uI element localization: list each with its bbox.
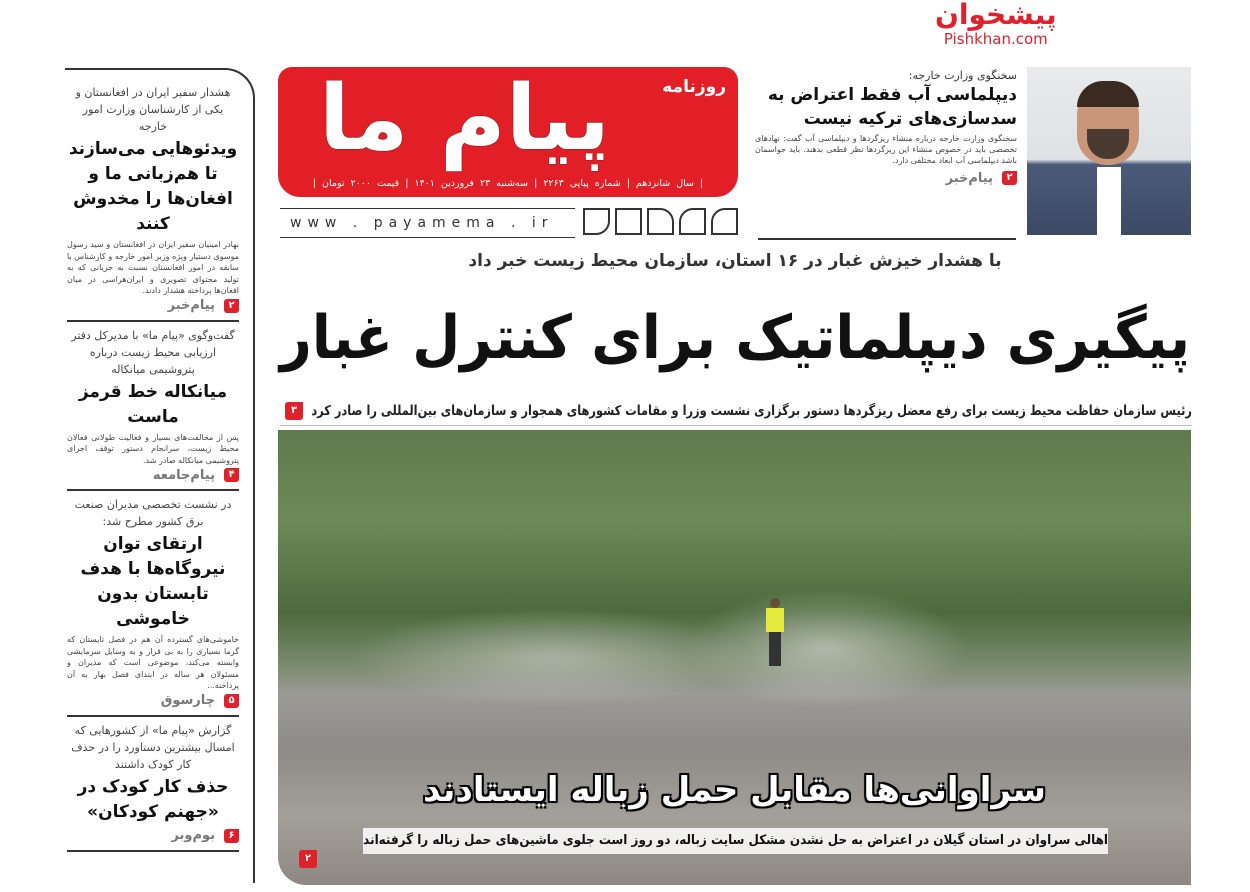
- section-name: پیام‌خبر: [945, 170, 993, 186]
- page-badge: ۵: [224, 694, 239, 708]
- watermark-fa: پیشخوان: [935, 0, 1057, 31]
- top-story[interactable]: [755, 68, 1017, 187]
- page-badge: ۶: [224, 829, 239, 843]
- photo-caption: اهالی سراوان در استان گیلان در اعتراض به حل نشدن مشکل سایت زباله، دو روز است جلوی ماشین‌های حمل زباله را گرفته‌اند: [363, 833, 1109, 848]
- story-kicker: هشدار سفیر ایران در افغانستان و یکی از کارشناسان وزارت امور خارجه: [75, 86, 231, 133]
- logo: پیام ما: [318, 67, 611, 171]
- story-headline: میانکاله خط قرمز ماست: [78, 381, 228, 427]
- section-name: پیام‌خبر: [167, 298, 215, 313]
- section-name: چارسوق: [160, 693, 215, 708]
- section-name: پیام‌جامعه: [152, 467, 215, 483]
- watermark-en: Pishkhan.com: [943, 29, 1048, 48]
- section-label: [67, 297, 239, 315]
- issue-info: | سال شانزدهم | شماره پیاپی ۲۲۶۳ | سه‌شنبه ۲۳ فروردین ۱۴۰۱ | قیمت ۲۰۰۰ تومان |: [312, 178, 704, 189]
- divider: [67, 489, 239, 491]
- top-story-rule: [758, 238, 1016, 240]
- website-bar: www . payamema . ir: [280, 208, 575, 238]
- divider: [67, 320, 239, 322]
- page-badge: ۲: [1002, 171, 1017, 185]
- photo-caption-box: [363, 828, 1108, 854]
- section-name: بوم‌وبر: [171, 828, 215, 843]
- story-headline: دیپلماسی آب فقط اعتراض به سدسازی‌های ترکیه نیست: [767, 85, 1017, 129]
- story-headline: حذف کار کودک در «جهنم کودکان»: [77, 776, 229, 822]
- sidebar: [65, 68, 255, 883]
- divider: [67, 715, 239, 717]
- story-kicker: سخنگوی وزارت خارجه:: [908, 69, 1017, 82]
- story-headline: ارتقای توان نیروگاه‌ها با هدف تابستان بدون خاموشی: [80, 534, 226, 629]
- sidebar-story-2[interactable]: [67, 327, 239, 485]
- story-kicker: در نشست تخصصی مدیران صنعت برق کشور مطرح شد:: [74, 498, 232, 528]
- section-label: [755, 169, 1017, 187]
- page-badge: ۲: [299, 850, 317, 868]
- page-badge: ۴: [224, 468, 239, 482]
- page-badge: ۳: [285, 402, 303, 420]
- main-subhead: [280, 396, 1192, 426]
- sidebar-story-3[interactable]: [67, 496, 239, 710]
- story-body: سخنگوی وزارت خارجه درباره منشاء ریزگردها و دیپلماسی آب گفت: نهادهای تخصصی باید در خصوص منشاء این ریزگردها نظر قطعی بدهند. باید حواسمان باشد دیپلماسی آب ابعاد مختلفی دارد.: [755, 134, 1017, 165]
- watermark: [935, 0, 1057, 47]
- page-badge: ۲: [224, 299, 239, 313]
- story-body: بهادر امینیان سفیر ایران در افغانستان و سید رسول موسوی دستیار ویژه وزیر امور خارجه و کارشناس با سابقه در امور افغانستان نسبت به جریانی که به تولید محتوای تصویری و ایران‌هراسی در میان افغان‌ها پرداخته هشدار دادند.: [67, 240, 239, 295]
- story-kicker: گزارش «پیام ما» از کشورهایی که امسال بیشترین دستاورد را در حذف کار کودک داشتند: [71, 723, 235, 771]
- story-kicker: گفت‌وگوی «پیام ما» با مدیرکل دفتر ارزیابی محیط زیست درباره پتروشیمی میانکاله: [71, 328, 235, 376]
- worker-figure: [766, 598, 784, 668]
- story-body: خاموشی‌های گسترده آن هم در فصل تابستان که گرما بسیاری را به بی قرار و به وسایل سرمایشی وابسته می‌کند، موضوعی است که مدیران و مسئولان هر ساله در ابتدای فصل بهار به آن پرداخته...: [67, 635, 239, 690]
- landfill-photo[interactable]: [278, 430, 1191, 885]
- sidebar-story-4[interactable]: [67, 722, 239, 845]
- paper-label: روزنامه: [662, 77, 726, 97]
- main-kicker: با هشدار خیزش غبار در ۱۶ استان، سازمان محیط زیست خبر داد: [468, 251, 1002, 271]
- sidebar-story-1[interactable]: [67, 84, 239, 315]
- masthead[interactable]: [278, 67, 738, 197]
- story-body: پس از مخالفت‌های بسیار و فعالیت طولانی فعالان محیط زیست، سرانجام دستور توقف اجرای پتروشیمی میانکاله صادر شد.: [67, 432, 239, 465]
- photo-headline: سراوانی‌ها مقابل حمل زباله ایستادند: [423, 770, 1046, 810]
- section-label: [67, 466, 239, 484]
- spokesman-photo: [1027, 67, 1191, 235]
- logo-boxes: [583, 208, 738, 235]
- subhead-text: رئیس سازمان حفاظت محیط زیست برای رفع معضل ریزگردها دستور برگزاری نشست وزرا و مقامات کشورهای همجوار و سازمان‌های بین‌المللی را صادر کرد: [311, 402, 1192, 419]
- divider: [67, 850, 239, 852]
- story-headline: ویدئوهایی می‌سازند تا هم‌زبانی ما و افغان‌ها را مخدوش کنند: [68, 139, 238, 234]
- main-headline[interactable]: پیگیری دیپلماتیک برای کنترل غبار: [279, 303, 1190, 373]
- section-label: [67, 827, 239, 845]
- section-label: [67, 692, 239, 710]
